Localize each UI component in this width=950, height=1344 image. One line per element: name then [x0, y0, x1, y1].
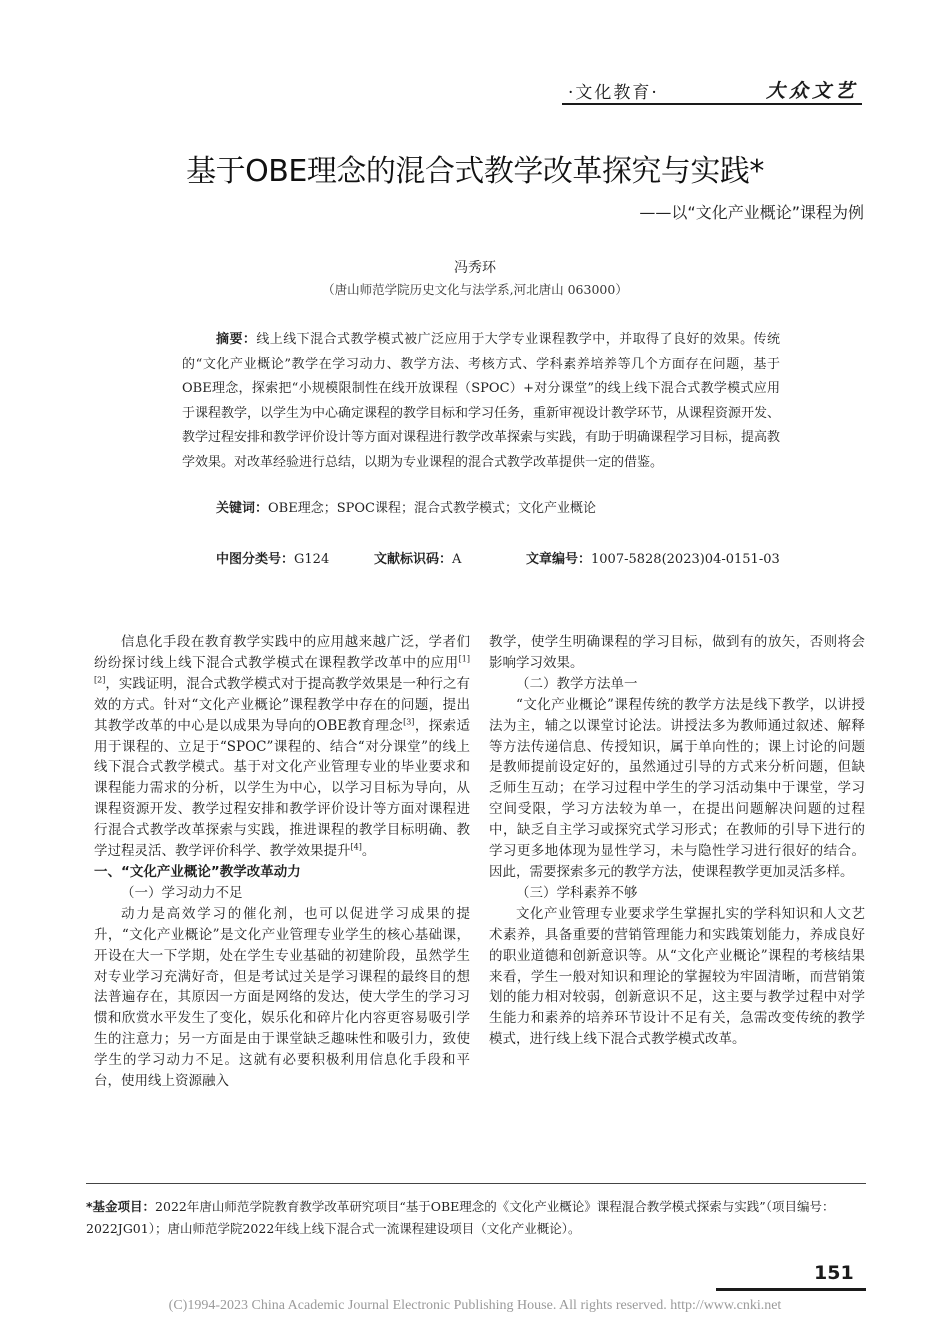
keywords-label: 关键词： — [216, 501, 269, 516]
doc-code-label: 文献标识码： — [374, 552, 453, 567]
keywords-text: OBE理念；SPOC课程；混合式教学模式；文化产业概论 — [268, 501, 596, 516]
subsection-heading-1: （一）学习动力不足 — [121, 884, 243, 901]
paper-title: 基于OBE理念的混合式教学改革探究与实践* — [186, 154, 764, 189]
literacy-paragraph: 文化产业管理专业要求学生掌握扎实的学科知识和人文艺术素养，具备重要的营销管理能力和实践策划能力，养成良好的职业道德和创新意识等。从“文化产业概论”课程的考核结果来看，学生一般对知识和理论的掌握较为牢固清晰，而营销策划的能力相对较弱，创新意识不足，这主要与教学过程中对学生能力和素养的培养环节设计不足有关，急需改变传统的教学模式，进行线上线下混合式教学模式改革。 — [489, 905, 865, 1048]
journal-name: 大众文艺 — [766, 80, 859, 102]
abstract — [182, 328, 780, 475]
teaching-method-paragraph: “文化产业概论”课程传统的教学方法是线下教学，以讲授法为主，辅之以课堂讨论法。讲授法多为教师通过叙述、解释等方法传递信息、传授知识，属于单向性的；课上讨论的问题是教师提前设定好的，虽然通过引导的方式来分析问题，但缺乏师生互动；在学习过程中学生的学习活动集中于课堂，学习空间受限，学习方法较为单一，在提出问题解决问题的过程中，缺乏自主学习或探究式学习形式；在教师的引导下进行的学习更多地体现为显性学习，未与隐性学习进行很好的结合。因此，需要探索多元的教学方法，使课程教学更加灵活多样。 — [489, 696, 865, 880]
subsection-heading-2: （二）教学方法单一 — [516, 675, 638, 692]
subsection-heading-3: （三）学科素养不够 — [516, 884, 638, 901]
header-rule — [562, 103, 862, 105]
author-affiliation: （唐山师范学院历史文化与法学系,河北唐山 063000） — [322, 282, 628, 297]
section-heading-1: 一、“文化产业概论”教学改革动力 — [94, 863, 301, 880]
citation-4: [4] — [350, 842, 362, 852]
intro-paragraph — [94, 632, 470, 862]
intro-text-4: 。 — [361, 843, 376, 860]
article-number-value: 1007-5828(2023)04-0151-03 — [591, 552, 780, 567]
intro-text-3: ，探索适用于课程的、立足于“SPOC”课程的、结合“对分课堂”的线上线下混合式教学模式。基于对文化产业管理专业的毕业要求和课程能力需求的分析，以学生为中心，以学习目标为导向，从课程资源开发、教学过程安排和教学评价设计等方面对课程进行混合式教学改革探索与实践，推进课程的教学目标明确、教学过程灵活、教学评价科学、教学效果提升 — [94, 717, 471, 860]
citation-1-2: [1][2] — [94, 654, 470, 685]
funding-footnote — [86, 1196, 866, 1240]
citation-3: [3] — [403, 717, 415, 727]
section-label: ·文化教育· — [568, 83, 659, 103]
paper-subtitle: ——以“文化产业概论”课程为例 — [639, 203, 864, 222]
clc-value: G124 — [294, 552, 330, 567]
abstract-text: 线上线下混合式教学模式被广泛应用于大学专业课程教学中，并取得了良好的效果。传统的“文化产业概论”教学在学习动力、教学方法、考核方式、学科素养培养等几个方面存在问题，基于OBE理念，探索把“小规模限制性在线开放课程（SPOC）+对分课堂”的线上线下混合式教学模式应用于课程教学，以学生为中心确定课程的教学目标和学习任务，重新审视设计教学环节，从课程资源开发、教学过程安排和教学评价设计等方面对课程进行教学改革探索与实践，有助于明确课程学习目标，提高教学效果。对改革经验进行总结，以期为专业课程的混合式教学改革提供一定的借鉴。 — [182, 332, 781, 470]
continued-paragraph: 教学，使学生明确课程的学习目标，做到有的放矢，否则将会影响学习效果。 — [489, 634, 865, 671]
article-number-label: 文章编号： — [526, 552, 592, 567]
intro-text-1: 信息化手段在教育教学实践中的应用越来越广泛，学者们纷纷探讨线上线下混合式教学模式在课程教学改革中的应用 — [94, 634, 470, 671]
body-left-column — [94, 632, 470, 1092]
motivation-paragraph: 动力是高效学习的催化剂，也可以促进学习成果的提升，“文化产业概论”是文化产业管理专业学生的核心基础课，开设在大一下学期，处在学生专业基础的初建阶段，虽然学生对专业学习充满好奇，但是考试过关是学习课程的最终目的想法普遍存在，其原因一方面是网络的发达，使大学生的学习习惯和欣赏水平发生了变化，娱乐化和碎片化内容更容易吸引学生的注意力；另一方面是由于课堂缺乏趣味性和吸引力，致使学生的学习动力不足。这就有必要积极利用信息化手段和平台，使用线上资源融入 — [94, 905, 470, 1090]
document-code — [374, 548, 461, 567]
abstract-label: 摘要： — [216, 332, 257, 347]
footnote-label: *基金项目： — [86, 1199, 156, 1214]
body-right-column — [489, 632, 865, 1050]
keywords — [216, 497, 780, 516]
author-name: 冯秀环 — [454, 260, 496, 276]
article-number — [526, 548, 780, 567]
intro-text-2: ，实践证明，混合式教学模式对于提高教学效果是一种行之有效的方式。针对“文化产业概论”课程教学中存在的问题，提出其教学改革的中心是以成果为导向的OBE教育理念 — [94, 675, 470, 734]
page-number: 151 — [814, 1262, 854, 1284]
footnote-rule — [86, 1183, 866, 1184]
clc-label: 中图分类号： — [216, 552, 295, 567]
clc-number — [216, 548, 329, 567]
page-number-rule — [716, 1288, 866, 1291]
footnote-text: 2022年唐山师范学院教育教学改革研究项目“基于OBE理念的《文化产业概论》课程混合教学模式探索与实践”（项目编号：2022JG01）；唐山师范学院2022年线上线下混合式一流课程建设项目（文化产业概论）。 — [86, 1199, 835, 1236]
doc-code-value: A — [452, 552, 462, 567]
copyright-watermark: (C)1994-2023 China Academic Journal Electronic Publishing House. All rights reserved. http://www.cnki.net — [168, 1298, 782, 1313]
